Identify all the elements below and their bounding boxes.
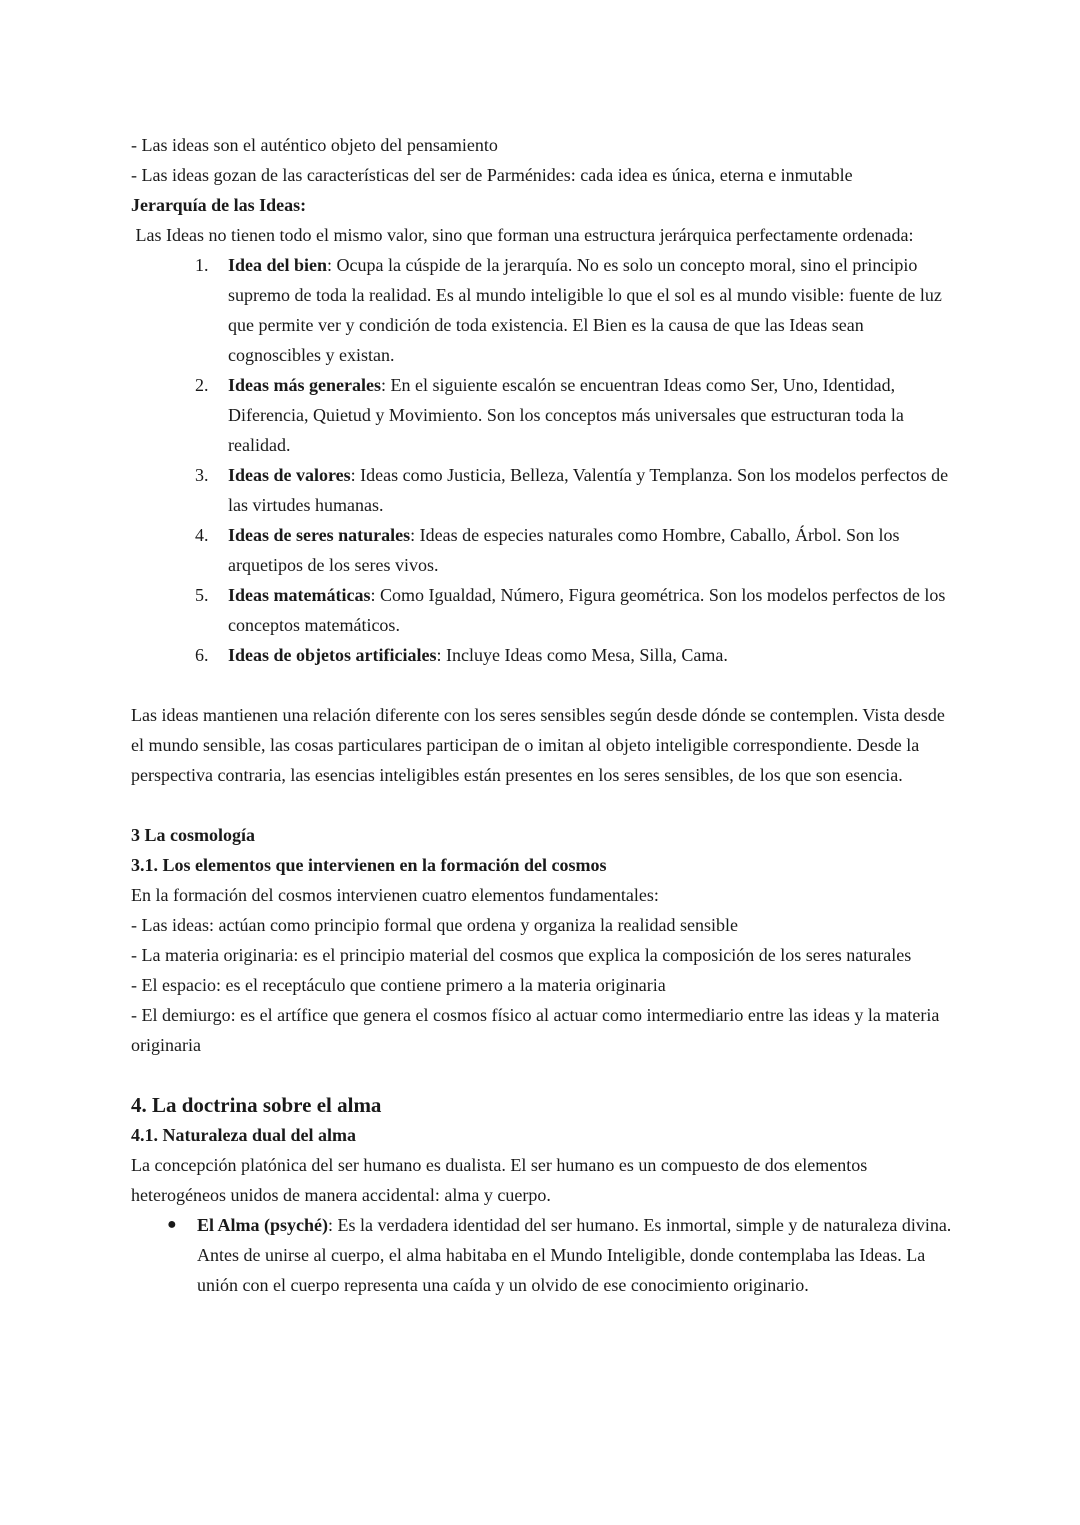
list-text: : Como Igualdad, Número, Figura geométrica. Son los modelos perfectos de los conceptos matemáticos. — [228, 585, 946, 635]
list-term: El Alma (psyché) — [197, 1215, 329, 1235]
jerarquia-list — [131, 250, 961, 670]
cosmologia-line-2: - La materia originaria: es el principio material del cosmos que explica la composición de los seres naturales — [131, 945, 912, 965]
list-text: : Incluye Ideas como Mesa, Silla, Cama. — [436, 645, 728, 665]
list-text: : Ideas como Justicia, Belleza, Valentía y Templanza. Son los modelos perfectos de las virtudes humanas. — [228, 465, 949, 515]
list-text: : Es la verdadera identidad del ser humano. Es inmortal, simple y de naturaleza divina. Antes de unirse al cuerpo, el alma habitaba en el Mundo Inteligible, donde contemplaba las Ideas. La unión con el cuerpo representa una caída y un olvido de ese conocimiento originario. — [197, 1215, 952, 1295]
list-text: : En el siguiente escalón se encuentran Ideas como Ser, Uno, Identidad, Diferencia, Quietud y Movimiento. Son los conceptos más universales que estructuran toda la realidad. — [228, 375, 904, 455]
bullet-icon: ● — [167, 1216, 177, 1233]
list-term: Ideas de objetos artificiales — [228, 645, 437, 665]
list-term: Ideas de seres naturales — [228, 525, 411, 545]
list-item — [195, 250, 961, 370]
list-text: : Ideas de especies naturales como Hombre, Caballo, Árbol. Son los arquetipos de los seres vivos. — [228, 525, 900, 575]
alma-subheading: 4.1. Naturaleza dual del alma — [131, 1125, 356, 1145]
cosmologia-subheading: 3.1. Los elementos que intervienen en la formación del cosmos — [131, 855, 607, 875]
list-term: Idea del bien — [228, 255, 328, 275]
list-text: : Ocupa la cúspide de la jerarquía. No es solo un concepto moral, sino el principio supremo de toda la realidad. Es al mundo inteligible lo que el sol es al mundo visible: fuente de luz que permite ver y condición de toda existencia. El Bien es la causa de que las Ideas sean cognoscibles y existan. — [228, 255, 942, 365]
list-term: Ideas de valores — [228, 465, 351, 485]
cosmologia-line-3: - El espacio: es el receptáculo que contiene primero a la materia originaria — [131, 975, 666, 995]
list-item — [195, 370, 961, 460]
intro-line-1: - Las ideas son el auténtico objeto del pensamiento — [131, 135, 498, 155]
jerarquia-intro: Las Ideas no tienen todo el mismo valor, sino que forman una estructura jerárquica perfectamente ordenada: — [131, 225, 914, 245]
cosmologia-line-1: - Las ideas: actúan como principio formal que ordena y organiza la realidad sensible — [131, 915, 738, 935]
jerarquia-heading: Jerarquía de las Ideas: — [131, 195, 307, 215]
spacer — [131, 790, 961, 820]
list-number: 4. — [195, 525, 209, 545]
list-item — [195, 460, 961, 520]
list-item — [167, 1210, 961, 1300]
relacion-paragraph: Las ideas mantienen una relación diferente con los seres sensibles según desde dónde se contemplen. Vista desde el mundo sensible, las cosas particulares participan de o imitan al objeto inteligible correspondiente. Desde la perspectiva contraria, las esencias inteligibles están presentes en los seres sensibles, de los que son esencia. — [131, 705, 945, 785]
alma-heading: 4. La doctrina sobre el alma — [131, 1093, 382, 1117]
list-number: 6. — [195, 645, 209, 665]
spacer — [131, 1060, 961, 1090]
list-number: 2. — [195, 375, 209, 395]
list-term: Ideas más generales — [228, 375, 381, 395]
list-item — [195, 520, 961, 580]
spacer — [131, 670, 961, 700]
alma-bullet-list — [131, 1210, 961, 1300]
list-number: 5. — [195, 585, 209, 605]
list-item — [195, 640, 961, 670]
alma-intro: La concepción platónica del ser humano es dualista. El ser humano es un compuesto de dos elementos heterogéneos unidos de manera accidental: alma y cuerpo. — [131, 1155, 868, 1205]
list-item — [195, 580, 961, 640]
list-term: Ideas matemáticas — [228, 585, 371, 605]
document-body — [131, 130, 961, 1300]
cosmologia-intro: En la formación del cosmos intervienen cuatro elementos fundamentales: — [131, 885, 659, 905]
list-number: 1. — [195, 255, 209, 275]
cosmologia-line-4: - El demiurgo: es el artífice que genera el cosmos físico al actuar como intermediario entre las ideas y la materia originaria — [131, 1005, 940, 1055]
list-number: 3. — [195, 465, 209, 485]
intro-line-2: - Las ideas gozan de las características del ser de Parménides: cada idea es única, eterna e inmutable — [131, 165, 853, 185]
cosmologia-heading: 3 La cosmología — [131, 825, 255, 845]
